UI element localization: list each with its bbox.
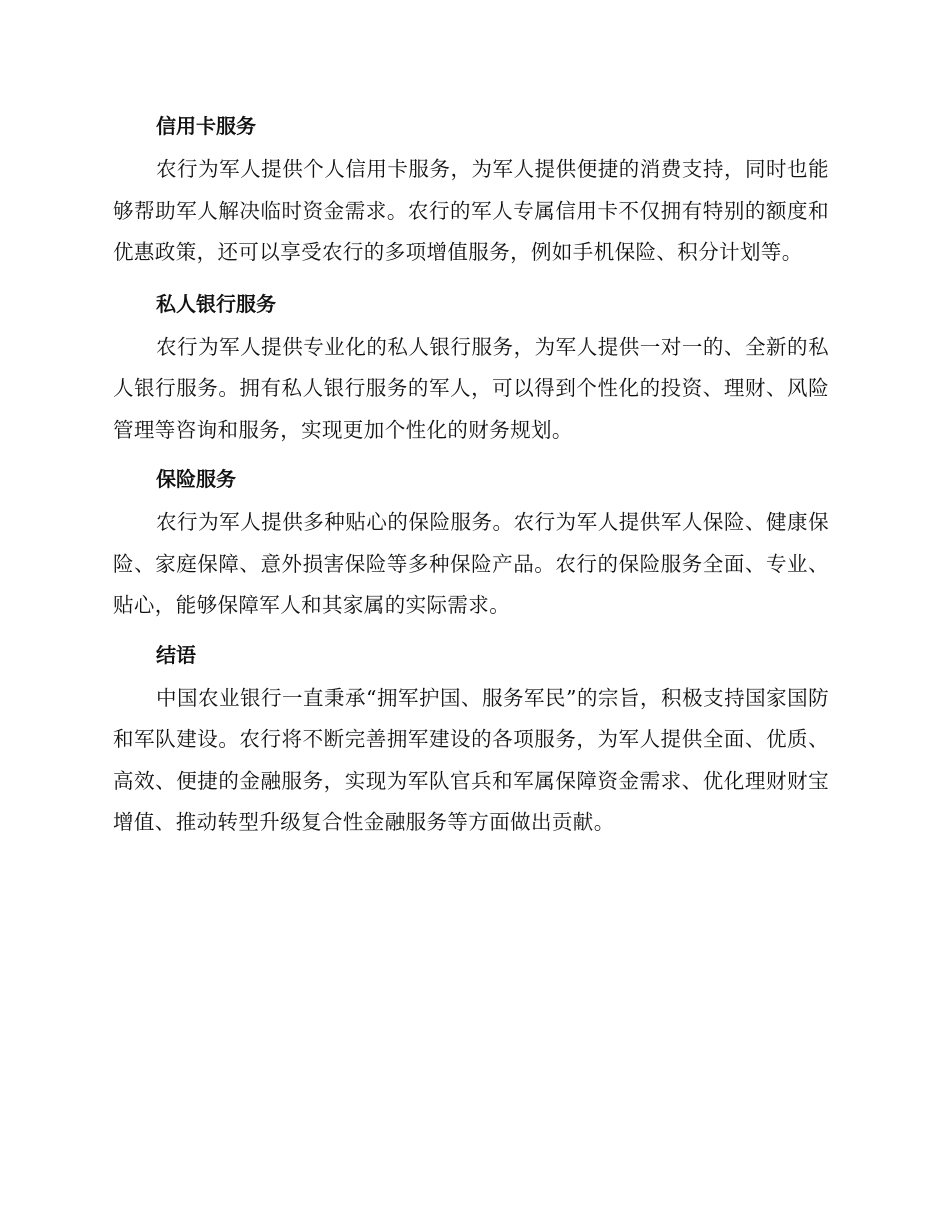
section-paragraph: 农行为军人提供专业化的私人银行服务，为军人提供一对一的、全新的私人银行服务。拥有私人银行服务的军人，可以得到个性化的投资、理财、风险管理等咨询和服务，实现更加个性化的财务规划。 (113, 334, 829, 442)
section-private-banking (113, 282, 829, 452)
section-heading: 结语 (156, 642, 196, 667)
section-insurance (113, 457, 829, 627)
section-heading: 私人银行服务 (156, 291, 276, 316)
section-credit-card (113, 104, 829, 274)
section-heading: 信用卡服务 (156, 114, 256, 138)
section-paragraph: 农行为军人提供个人信用卡服务，为军人提供便捷的消费支持，同时也能够帮助军人解决临时资金需求。农行的军人专属信用卡不仅拥有特别的额度和优惠政策，还可以享受农行的多项增值服务，例如手机保险、积分计划等。 (113, 157, 829, 264)
section-conclusion (113, 633, 829, 844)
section-heading: 保险服务 (156, 467, 236, 491)
section-paragraph: 中国农业银行一直秉承“拥军护国、服务军民”的宗旨，积极支持国家国防和军队建设。农行将不断完善拥军建设的各项服务，为军人提供全面、优质、高效、便捷的金融服务，实现为军队官兵和军属保障资金需求、优化理财财宝增值、推动转型升级复合性金融服务等方面做出贡献。 (113, 685, 829, 834)
section-paragraph: 农行为军人提供多种贴心的保险服务。农行为军人提供军人保险、健康保险、家庭保障、意外损害保险等多种保险产品。农行的保险服务全面、专业、贴心，能够保障军人和其家属的实际需求。 (113, 510, 829, 617)
document-content (113, 104, 829, 850)
